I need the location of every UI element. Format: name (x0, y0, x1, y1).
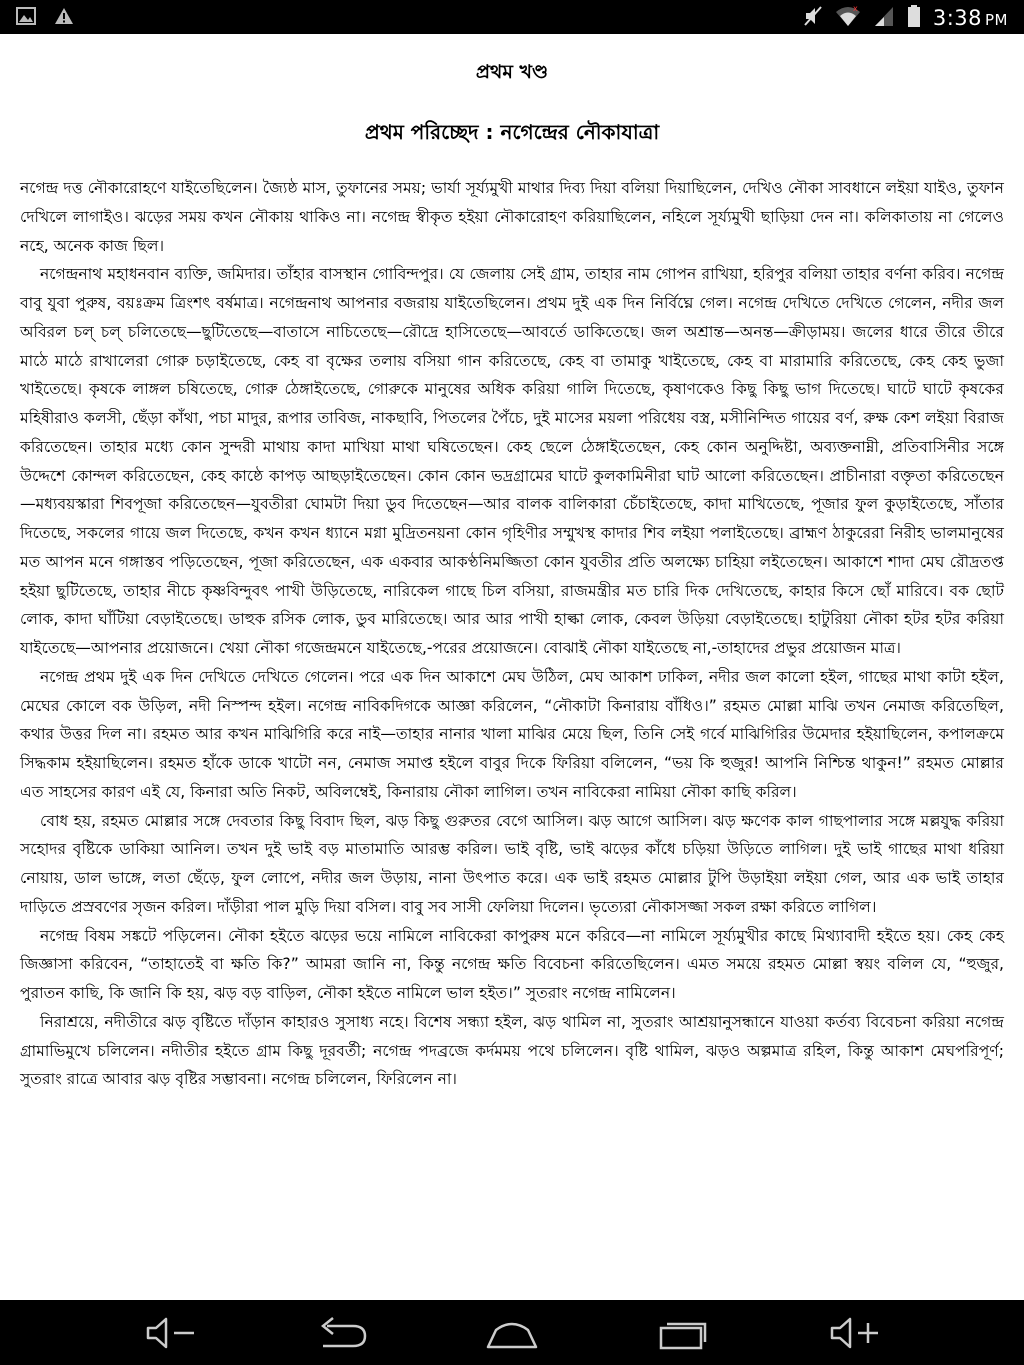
home-icon (484, 1316, 540, 1350)
signal-icon (873, 4, 895, 32)
reader-content[interactable] (0, 34, 1024, 1300)
paragraph: নগেন্দ্র দত্ত নৌকারোহণে যাইতেছিলেন। জ্যৈষ্ঠ মাস, তুফানের সময়; ভার্যা সূর্য্যমুখী মাথার দিব্য দিয়া বলিয়া দিয়াছিলেন, দেখিও নৌকা সাবধানে লইয়া যাইও, তুফান দেখিলে লাগাইও। ঝড়ের সময় কখন নৌকায় থাকিও না। নগেন্দ্র স্বীকৃত হইয়া নৌকারোহণ করিয়াছিলেন, নহিলে সূর্য্যমুখী ছাড়িয়া দেন না। কলিকাতায় না গেলেও নহে, অনেক কাজ ছিল। (20, 179, 1004, 255)
svg-text:x: x (852, 4, 858, 13)
recent-apps-button[interactable] (653, 1314, 713, 1352)
status-bar (0, 0, 1024, 34)
battery-icon (907, 4, 921, 32)
paragraph: বোধ হয়, রহমত মোল্লার সঙ্গে দেবতার কিছু বিবাদ ছিল, ঝড় কিছু গুরুতর বেগে আসিল। ঝড় আগে আসিল। ঝড় ক্ষণেক কাল গাছপালার সঙ্গে মল্লযুদ্ধ করিয়া সহোদর বৃষ্টিকে ডাকিয়া আনিল। তখন দুই ভাই বড় মাতামাতি আরম্ভ করিল। ভাই বৃষ্টি, ভাই ঝড়ের কাঁধে চড়িয়া উড়িতে লাগিল। দুই ভাই গাছের মাথা ধরিয়া নোয়ায়, ডাল ভাঙ্গে, লতা ছেঁড়ে, ফুল লোপে, নদীর জল উড়ায়, নানা উৎপাত করে। এক ভাই রহমত মোল্লার টুপি উড়াইয়া লইয়া গেল, আর এক ভাই তাহার দাড়িতে প্রস্রবণের সৃজন করিল। দাঁড়ীরা পাল মুড়ি দিয়া বসিল। বাবু সব সাসী ফেলিয়া দিলেন। ভৃত্যেরা নৌকাসজ্জা সকল রক্ষা করিতে লাগিল। (20, 811, 1004, 916)
home-button[interactable] (482, 1314, 542, 1352)
status-left-icons (16, 7, 74, 29)
volume-down-button[interactable] (140, 1314, 200, 1352)
paragraph: নগেন্দ্রনাথ মহাধনবান ব্যক্তি, জমিদার। তাঁহার বাসস্থান গোবিন্দপুর। যে জেলায় সেই গ্রাম, তাহার নাম গোপন রাখিয়া, হরিপুর বলিয়া তাহার বর্ণনা করিব। নগেন্দ্র বাবু যুবা পুরুষ, বয়ঃক্রম ত্রিংশৎ বর্ষমাত্র। নগেন্দ্রনাথ আপনার বজরায় যাইতেছিলেন। প্রথম দুই এক দিন নির্বিঘ্নে গেল। নগেন্দ্র দেখিতে দেখিতে গেলেন, নদীর জল অবিরল চল্‌ চল্‌ চলিতেছে—ছুটিতেছে—বাতাসে নাচিতেছে—রৌদ্রে হাসিতেছে—আবর্তে ডাকিতেছে। জল অশ্রান্ত—অনন্ত—ক্রীড়াময়। জলের ধারে তীরে তীরে মাঠে মাঠে রাখালেরা গোরু চড়াইতেছে, কেহ বা বৃক্ষের তলায় বসিয়া গান করিতেছে, কেহ বা তামাকু খাইতেছে, কেহ বা মারামারি করিতেছে, কেহ কেহ ভুজা খাইতেছে। কৃষকে লাঙ্গল চষিতেছে, গোরু ঠেঙ্গাইতেছে, গোরুকে মানুষের অধিক করিয়া গালি দিতেছে, কৃষাণকেও কিছু কিছু ভাগ দিতেছে। ঘাটে ঘাটে কৃষকের মহিষীরাও কলসী, ছেঁড়া কাঁথা, পচা মাদুর, রূপার তাবিজ, নাকছাবি, পিতলের পৈঁচে, দুই মাসের ময়লা পরিধেয় বস্ত্র, মসীনিন্দিত গায়ের বর্ণ, রুক্ষ কেশ লইয়া বিরাজ করিতেছেন। তাহার মধ্যে কোন সুন্দরী মাথায় কাদা মাখিয়া মাথা ঘষিতেছেন। কেহ ছেলে ঠেঙ্গাইতেছেন, কেহ কোন অনুদ্দিষ্টা, অব্যক্তনাম্নী, প্রতিবাসিনীর সঙ্গে উদ্দেশে কোন্দল করিতেছেন, কেহ কাষ্ঠে কাপড় আছড়াইতেছেন। কোন কোন ভদ্রগ্রামের ঘাটে কুলকামিনীরা ঘাট আলো করিতেছেন। প্রাচীনারা বক্তৃতা করিতেছেন—মধ্যবয়স্কারা শিবপূজা করিতেছেন—যুবতীরা ঘোমটা দিয়া ডুব দিতেছেন—আর বালক বালিকারা চেঁচাইতেছে, কাদা মাখিতেছে, পূজার ফুল কুড়াইতেছে, সাঁতার দিতেছে, সকলের গায়ে জল দিতেছে, কখন কখন ধ্যানে মগ্না মুদ্রিতনয়না কোন গৃহিণীর সম্মুখস্থ কাদার শিব লইয়া পলাইতেছে। ব্রাহ্মণ ঠাকুরেরা নিরীহ ভালমানুষের মত আপন মনে গঙ্গাস্তব পড়িতেছেন, পূজা করিতেছেন, এক একবার আকণ্ঠনিমজ্জিতা কোন যুবতীর প্রতি অলক্ষ্যে চাহিয়া লইতেছেন। আকাশে শাদা মেঘ রৌদ্রতপ্ত হইয়া ছুটিতেছে, তাহার নীচে কৃষ্ণবিন্দুবৎ পাখী উড়িতেছে, নারিকেল গাছে চিল বসিয়া, রাজমন্ত্রীর মত চারি দিক দেখিতেছে, কাহার কিসে ছোঁ মারিবে। বক ছোট লোক, কাদা ঘাঁটিয়া বেড়াইতেছে। ডাহুক রসিক লোক, ডুব মারিতেছে। আর আর পাখী হাল্কা লোক, কেবল উড়িয়া বেড়াইতেছে। হাটুরিয়া নৌকা হটর হটর করিয়া যাইতেছে—আপনার প্রয়োজনে। খেয়া নৌকা গজেন্দ্রমনে যাইতেছে,-পরের প্রয়োজনে। বোঝাই নৌকা যাইতেছে না,-তাহাদের প্রভুর প্রয়োজন মাত্র। (20, 265, 1004, 657)
status-right-icons (803, 4, 1008, 32)
chapter-title: প্রথম পরিচ্ছেদ : নগেন্দ্রের নৌকাযাত্রা (364, 120, 660, 144)
image-icon (16, 7, 36, 29)
warning-icon (54, 7, 74, 29)
volume-down-icon (142, 1316, 198, 1350)
mute-icon (803, 4, 823, 32)
back-icon (313, 1316, 369, 1350)
paragraph: নগেন্দ্র প্রথম দুই এক দিন দেখিতে দেখিতে গেলেন। পরে এক দিন আকাশে মেঘ উঠিল, মেঘ আকাশ ঢাকিল, নদীর জল কালো হইল, গাছের মাথা কাটা হইল, মেঘের কোলে বক উড়িল, নদী নিস্পন্দ হইল। নগেন্দ্র নাবিকদিগকে আজ্ঞা করিলেন, “নৌকাটা কিনারায় বাঁধিও।” রহমত মোল্লা মাঝি তখন নেমাজ করিতেছিল, কথার উত্তর দিল না। রহমত আর কখন মাঝিগিরি করে নাই—তাহার নানার খালা মাঝির মেয়ে ছিল, তিনি সেই গর্বে মাঝিগিরির উমেদার হইয়াছিলেন, কপালক্রমে সিদ্ধকাম হইয়াছিলেন। রহমত হাঁকে ডাকে খাটো নন, নেমাজ সমাপ্ত হইলে বাবুর দিকে ফিরিয়া বলিলেন, “ভয় কি হুজুর! আপনি নিশ্চিন্ত থাকুন!” রহমত মোল্লার এত সাহসের কারণ এই যে, কিনারা অতি নিকট, অবিলম্বেই, কিনারায় নৌকা লাগিল। তখন নাবিকেরা নামিয়া নৌকা কাছি করিল। (20, 667, 1004, 801)
back-button[interactable] (311, 1314, 371, 1352)
status-time: 3:38 PM (932, 6, 1008, 30)
book-title: প্রথম খণ্ড (475, 61, 549, 83)
volume-up-button[interactable] (824, 1314, 884, 1352)
wifi-icon (835, 4, 861, 32)
paragraph: নিরাশ্রয়ে, নদীতীরে ঝড় বৃষ্টিতে দাঁড়ান কাহারও সুসাধ্য নহে। বিশেষ সন্ধ্যা হইল, ঝড় থামিল না, সুতরাং আশ্রয়ানুসন্ধানে যাওয়া কর্তব্য বিবেচনা করিয়া নগেন্দ্র গ্রামাভিমুখে চলিলেন। নদীতীর হইতে গ্রাম কিছু দূরবর্তী; নগেন্দ্র পদব্রজে কর্দমময় পথে চলিলেন। বৃষ্টি থামিল, ঝড়ও অল্পমাত্র রহিল, কিন্তু আকাশ মেঘপরিপূর্ণ; সুতরাং রাত্রে আবার ঝড় বৃষ্টির সম্ভাবনা। নগেন্দ্র চলিলেন, ফিরিলেন না। (20, 1012, 1004, 1089)
chapter-body (20, 174, 1004, 1094)
navigation-bar (0, 1300, 1024, 1365)
recent-apps-icon (655, 1316, 711, 1350)
volume-up-icon (826, 1316, 882, 1350)
paragraph: নগেন্দ্র বিষম সঙ্কটে পড়িলেন। নৌকা হইতে ঝড়ের ভয়ে নামিলে নাবিকেরা কাপুরুষ মনে করিবে—না নামিলে সূর্য্যমুখীর কাছে মিথ্যাবাদী হইতে হয়। কেহ কেহ জিজ্ঞাসা করিবেন, “তাহাতেই বা ক্ষতি কি?” আমরা জানি না, কিন্তু নগেন্দ্র ক্ষতি বিবেচনা করিতেছিলেন। এমত সময়ে রহমত মোল্লা স্বয়ং বলিল যে, “হুজুর, পুরাতন কাছি, কি জানি কি হয়, ঝড় বড় বাড়িল, নৌকা হইতে নামিলে ভাল হইত।” সুতরাং নগেন্দ্র নামিলেন। (20, 926, 1004, 1002)
